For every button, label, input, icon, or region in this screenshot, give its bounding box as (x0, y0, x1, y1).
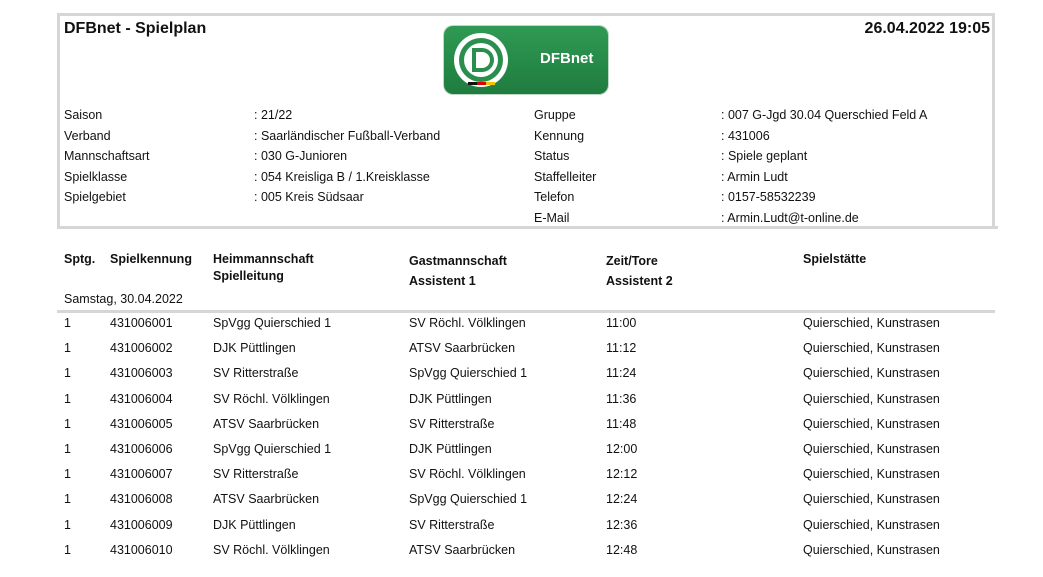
match-home-team: SV Röchl. Völklingen (213, 391, 330, 406)
col-header-assistent2-label: Assistent 2 (606, 274, 673, 288)
info-label-verband: Verband (64, 128, 111, 143)
match-sptg: 1 (64, 542, 71, 557)
match-away-team: SV Röchl. Völklingen (409, 467, 526, 482)
match-venue: Quierschied, Kunstrasen (803, 316, 940, 330)
match-id: 431006005 (110, 416, 173, 431)
match-time: 12:24 (606, 492, 638, 507)
match-id: 431006009 (110, 517, 173, 532)
match-sptg: 1 (64, 391, 71, 406)
match-time: 11:00 (606, 316, 637, 330)
match-away-team: DJK Püttlingen (409, 391, 492, 406)
match-home-team: DJK Püttlingen (213, 517, 296, 532)
match-venue: Quierschied, Kunstrasen (803, 366, 940, 381)
table-divider (57, 310, 995, 313)
match-sptg: 1 (64, 492, 71, 507)
info-left-labels (64, 105, 149, 208)
col-header-heim-label: Heimmannschaft (213, 252, 314, 266)
info-label-email: E-Mail (534, 210, 570, 225)
match-away-team: SpVgg Quierschied 1 (409, 492, 528, 507)
info-value-saison: : 21/22 (254, 108, 293, 122)
info-value-verband: : Saarländischer Fußball-Verband (254, 128, 441, 143)
match-away-team: SV Röchl. Völklingen (409, 316, 526, 330)
match-sptg: 1 (64, 517, 71, 532)
match-time: 12:12 (606, 467, 638, 482)
match-sptg: 1 (64, 341, 71, 356)
table-row (0, 492, 1043, 517)
match-home-team: SV Ritterstraße (213, 467, 299, 482)
match-sptg: 1 (64, 467, 71, 482)
match-home-team: SpVgg Quierschied 1 (213, 442, 332, 456)
match-venue: Quierschied, Kunstrasen (803, 492, 940, 507)
table-row (0, 467, 1043, 492)
match-sptg: 1 (64, 442, 71, 456)
match-venue: Quierschied, Kunstrasen (803, 442, 940, 456)
match-home-team: SpVgg Quierschied 1 (213, 316, 332, 330)
match-time: 11:24 (606, 366, 637, 381)
info-value-staffelleiter: : Armin Ludt (721, 169, 788, 184)
info-value-kennung: : 431006 (721, 128, 770, 143)
match-id: 431006003 (110, 366, 173, 381)
match-id: 431006010 (110, 542, 173, 557)
match-venue: Quierschied, Kunstrasen (803, 341, 940, 356)
table-row (0, 316, 1043, 341)
match-away-team: ATSV Saarbrücken (409, 341, 516, 356)
col-header-spielleitung-label: Spielleitung (213, 269, 284, 283)
info-value-telefon: : 0157-58532239 (721, 190, 816, 204)
col-header-spielkennung: Spielkennung (110, 252, 192, 266)
match-time: 11:48 (606, 416, 637, 431)
table-row (0, 366, 1043, 391)
info-label-telefon: Telefon (534, 190, 575, 204)
info-label-status: Status (534, 149, 570, 163)
match-venue: Quierschied, Kunstrasen (803, 416, 940, 431)
match-home-team: DJK Püttlingen (213, 341, 296, 356)
col-header-zeit (606, 251, 673, 291)
info-label-saison: Saison (64, 108, 103, 122)
info-value-email[interactable]: : Armin.Ludt@t-online.de (721, 210, 859, 225)
info-label-spielklasse: Spielklasse (64, 169, 128, 184)
col-header-heimmannschaft (213, 251, 314, 285)
match-id: 431006007 (110, 467, 173, 482)
info-value-spielgebiet: : 005 Kreis Südsaar (254, 190, 364, 204)
dfb-emblem-icon (450, 30, 512, 90)
table-row (0, 442, 1043, 467)
match-away-team: SV Ritterstraße (409, 416, 495, 431)
match-id: 431006006 (110, 442, 173, 456)
match-away-team: SpVgg Quierschied 1 (409, 366, 528, 381)
match-away-team: DJK Püttlingen (409, 442, 492, 456)
match-venue: Quierschied, Kunstrasen (803, 391, 940, 406)
match-venue: Quierschied, Kunstrasen (803, 542, 940, 557)
match-id: 431006002 (110, 341, 173, 356)
table-row (0, 543, 1043, 568)
match-home-team: ATSV Saarbrücken (213, 492, 320, 507)
info-value-status: : Spiele geplant (721, 149, 808, 163)
info-label-gruppe: Gruppe (534, 108, 576, 122)
info-label-mannschaftsart: Mannschaftsart (64, 149, 150, 163)
match-home-team: ATSV Saarbrücken (213, 416, 320, 431)
col-header-assistent1-label: Assistent 1 (409, 274, 476, 288)
info-right-values (721, 105, 927, 228)
page-title: DFBnet - Spielplan (64, 20, 207, 37)
match-venue: Quierschied, Kunstrasen (803, 517, 940, 532)
match-home-team: SV Röchl. Völklingen (213, 542, 330, 557)
match-time: 11:36 (606, 391, 637, 406)
match-time: 12:36 (606, 517, 638, 532)
match-sptg: 1 (64, 366, 71, 381)
date-group-label: Samstag, 30.04.2022 (64, 292, 183, 306)
match-away-team: ATSV Saarbrücken (409, 542, 516, 557)
print-datetime: 26.04.2022 19:05 (864, 20, 990, 37)
match-id: 431006004 (110, 391, 173, 406)
match-away-team: SV Ritterstraße (409, 517, 495, 532)
match-venue: Quierschied, Kunstrasen (803, 467, 940, 482)
table-row (0, 417, 1043, 442)
info-left-values (254, 105, 440, 208)
match-id: 431006008 (110, 492, 173, 507)
table-row (0, 341, 1043, 366)
info-value-mannschaftsart: : 030 G-Junioren (254, 149, 348, 163)
match-sptg: 1 (64, 316, 71, 330)
col-header-sptg: Sptg. (64, 252, 96, 266)
info-label-spielgebiet: Spielgebiet (64, 190, 126, 204)
col-header-spielstaette: Spielstätte (803, 252, 867, 266)
logo-text: DFBnet (540, 50, 594, 67)
match-time: 12:00 (606, 442, 638, 456)
info-right-labels (534, 105, 596, 228)
match-id: 431006001 (110, 316, 173, 330)
info-label-kennung: Kennung (534, 128, 585, 143)
info-value-spielklasse: : 054 Kreisliga B / 1.Kreisklasse (254, 169, 430, 184)
match-sptg: 1 (64, 416, 71, 431)
col-header-gast-label: Gastmannschaft (409, 254, 507, 268)
match-time: 12:48 (606, 542, 638, 557)
info-value-gruppe: : 007 G-Jgd 30.04 Querschied Feld A (721, 108, 928, 122)
info-label-staffelleiter: Staffelleiter (534, 169, 597, 184)
dfbnet-logo (444, 26, 608, 94)
match-home-team: SV Ritterstraße (213, 366, 299, 381)
table-row (0, 518, 1043, 543)
table-row (0, 392, 1043, 417)
match-time: 11:12 (606, 341, 637, 356)
col-header-zeit-label: Zeit/Tore (606, 254, 658, 268)
col-header-gastmannschaft (409, 251, 507, 291)
